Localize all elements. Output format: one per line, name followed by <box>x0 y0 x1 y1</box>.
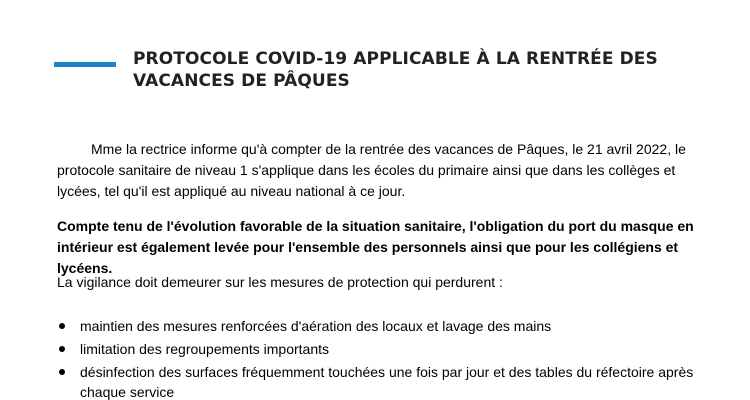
list-item <box>57 362 697 400</box>
vigilance-paragraph: La vigilance doit demeurer sur les mesures de protection qui perdurent : <box>57 274 503 290</box>
bullet-icon <box>59 369 65 375</box>
intro-paragraph-text: Mme la rectrice informe qu'à compter de la rentrée des vacances de Pâques, le 21 avril 2022, le protocole sanitaire de niveau 1 s'applique dans les écoles du primaire ainsi que dans les collèges et lycées, tel qu'il est appliqué au niveau national à ce jour. <box>57 141 686 199</box>
protection-measures-list <box>57 316 697 400</box>
bullet-icon <box>59 346 65 352</box>
list-item-text: désinfection des surfaces fréquemment touchées une fois par jour et des tables du réfectoire après chaque service <box>80 364 694 400</box>
page-title: PROTOCOLE COVID-19 APPLICABLE À LA RENTRÉE DES VACANCES DE PÂQUES <box>133 49 658 91</box>
list-item-text: limitation des regroupements importants <box>80 341 330 357</box>
intro-paragraph <box>57 139 697 202</box>
list-item-text: maintien des mesures renforcées d'aération des locaux et lavage des mains <box>80 318 552 334</box>
bullet-icon <box>59 323 65 329</box>
mask-rule-paragraph: Compte tenu de l'évolution favorable de la situation sanitaire, l'obligation du port du masque en intérieur est également levée pour l'ensemble des personnels ainsi que pour les collégiens et lycéens. <box>57 218 694 276</box>
list-item <box>57 316 697 336</box>
title-accent-rule <box>54 62 116 67</box>
list-item <box>57 339 697 359</box>
